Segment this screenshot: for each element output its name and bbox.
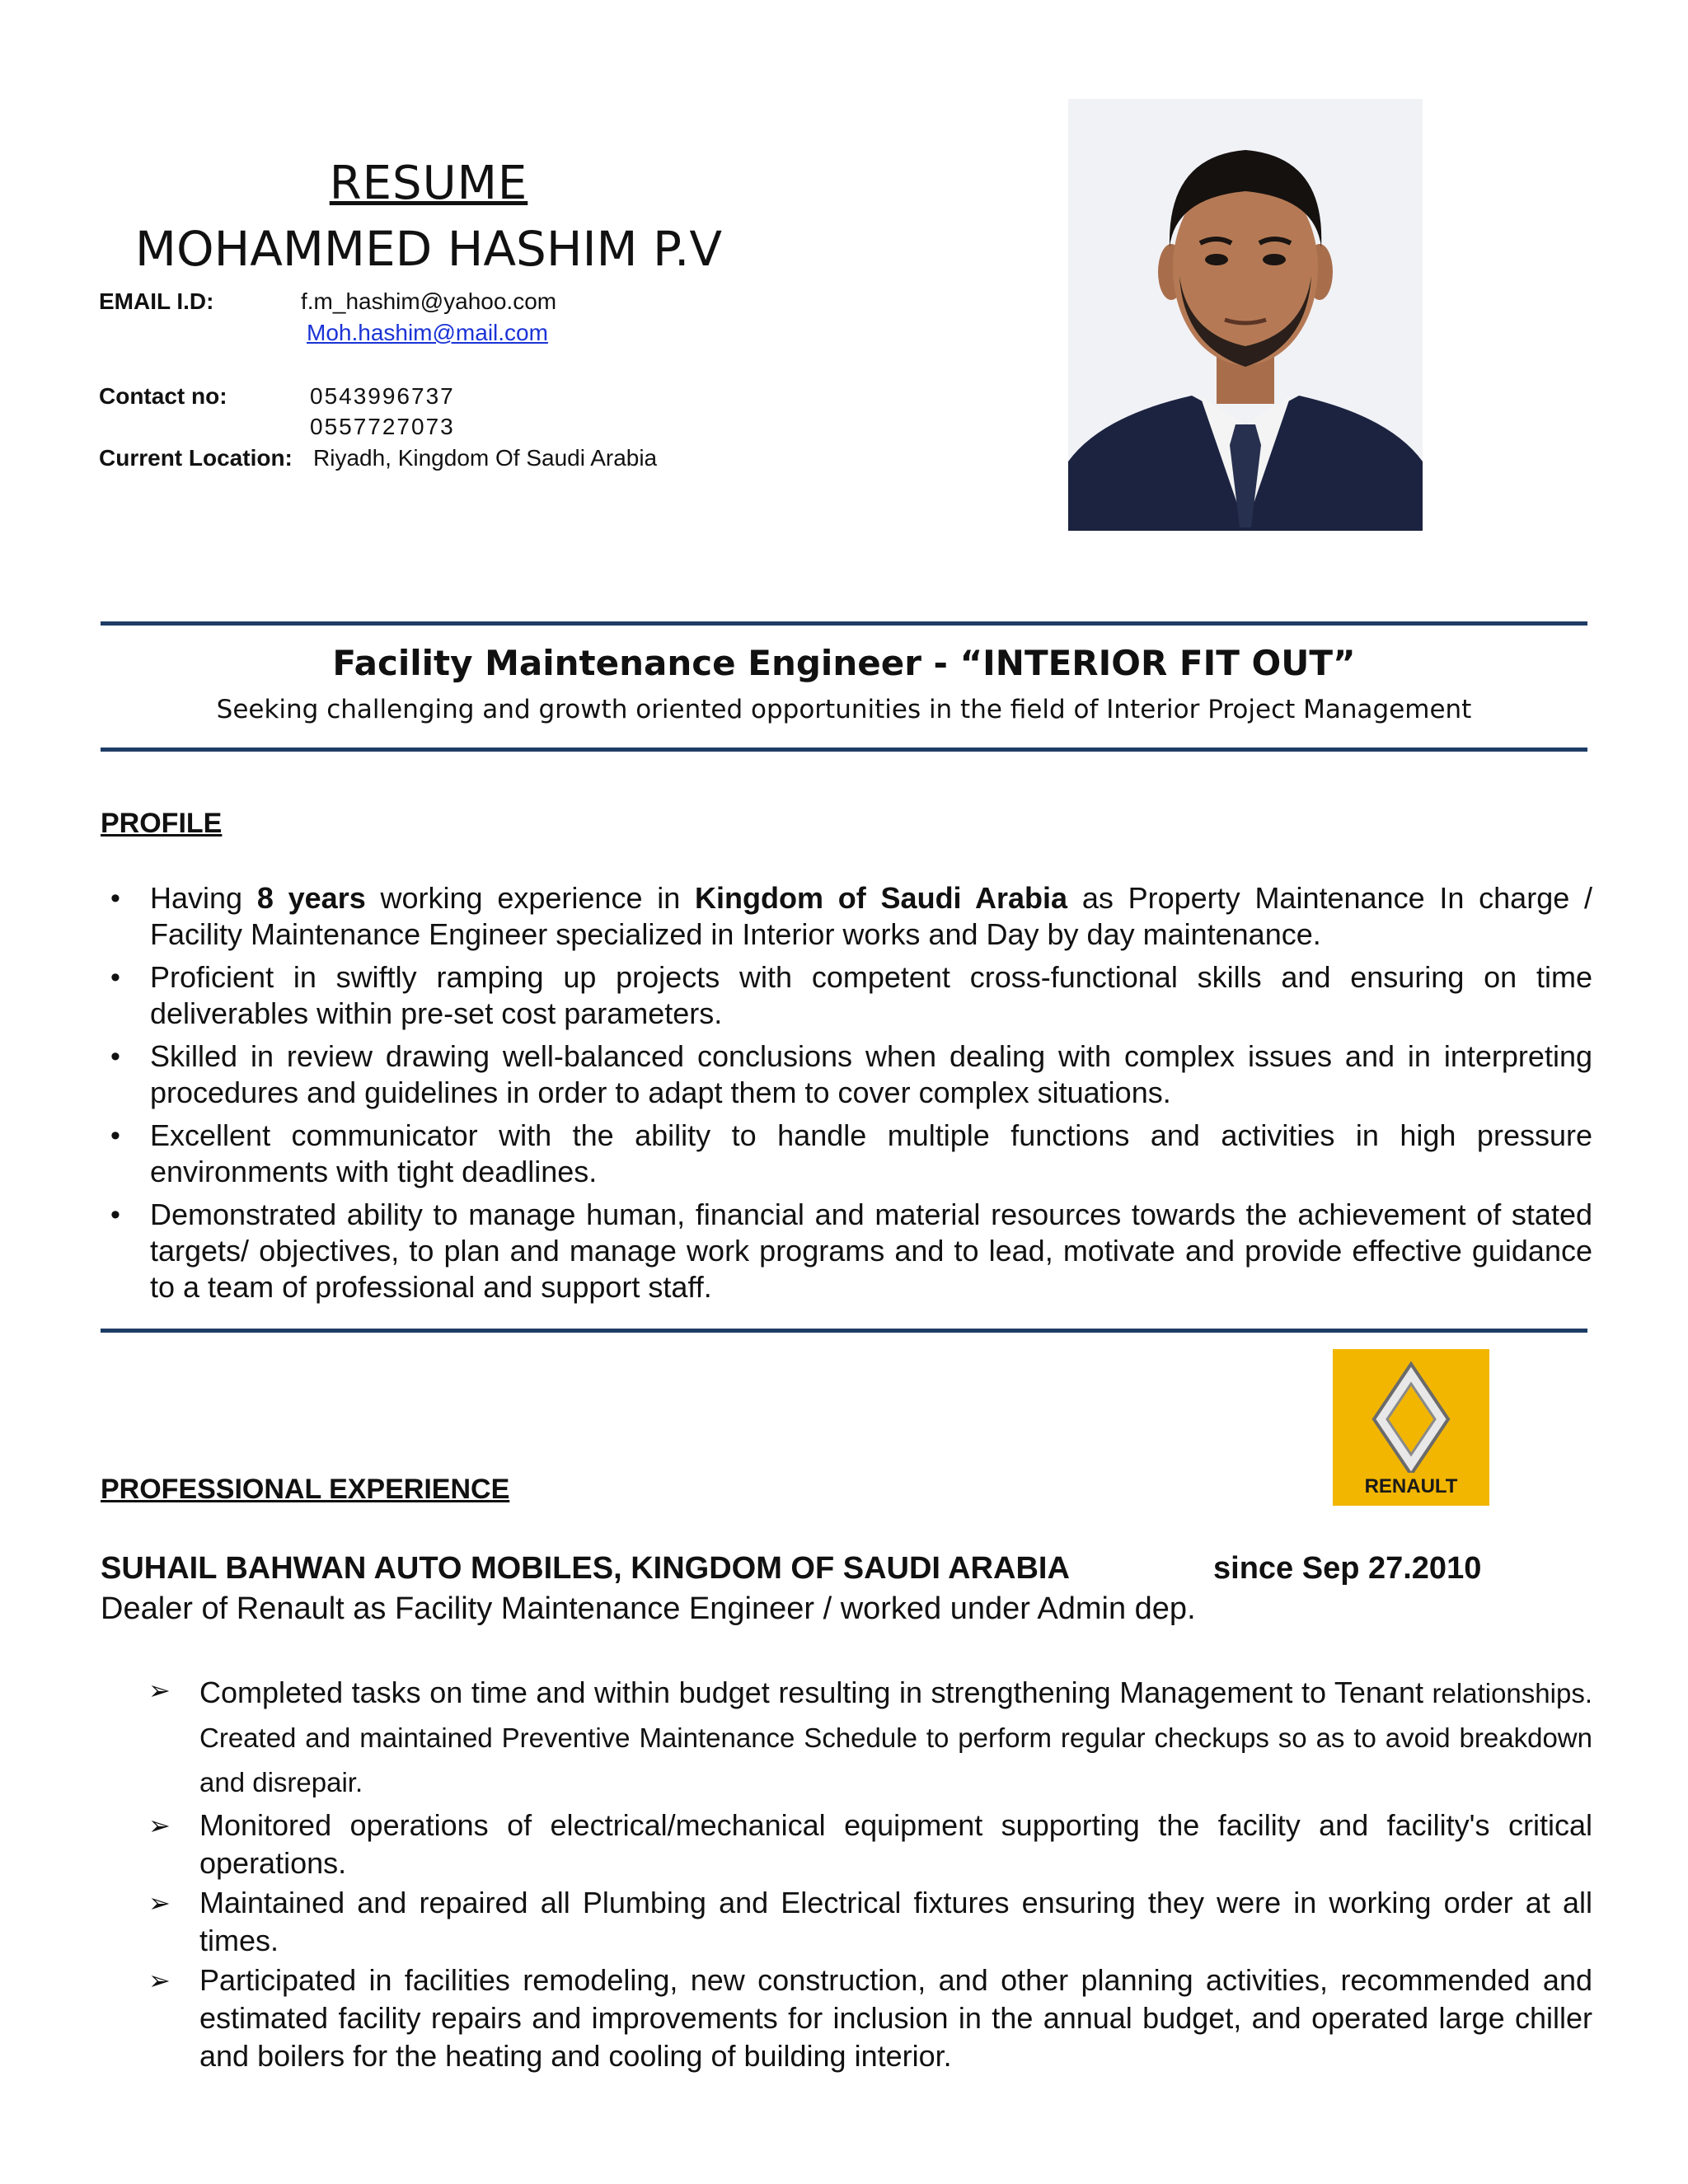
profile-photo	[1068, 99, 1423, 531]
company-name: SUHAIL BAHWAN AUTO MOBILES, KINGDOM OF SAUDI ARABIA	[101, 1551, 1070, 1586]
renault-logo	[1333, 1349, 1489, 1506]
location-value: Riyadh, Kingdom Of Saudi Arabia	[313, 445, 658, 471]
section-divider	[101, 748, 1587, 752]
country-highlight: Kingdom of Saudi Arabia	[695, 881, 1068, 915]
profile-heading: PROFILE	[101, 808, 223, 839]
email-secondary-link[interactable]: Moh.hashim@mail.com	[307, 320, 548, 345]
list-item: ➢ Maintained and repaired all Plumbing and Electrical fixtures ensuring they were in working order at all times.	[148, 1884, 1592, 1960]
list-item: ➢ Monitored operations of electrical/mechanical equipment supporting the facility and facility's critical operations.	[148, 1807, 1592, 1882]
list-item: ➢ Completed tasks on time and within budget resulting in strengthening Management to Tenant relationships. Created and maintained Preventive Maintenance Schedule to perform regular checkups so as to avoid breakdown and disrepair.	[148, 1671, 1592, 1805]
contact-label: Contact no:	[99, 383, 227, 409]
phone-secondary: 0557727073	[310, 414, 455, 439]
email-label: EMAIL I.D:	[99, 288, 214, 314]
job-role: Dealer of Renault as Facility Maintenance Engineer / worked under Admin dep.	[101, 1591, 1196, 1626]
objective-headline: Facility Maintenance Engineer - “INTERIOR FIT OUT”	[332, 643, 1356, 683]
logo-text: RENAULT	[1364, 1475, 1458, 1497]
list-item: • Excellent communicator with the ability to handle multiple functions and activities in high pressure environments with tight deadlines.	[101, 1118, 1592, 1190]
profile-list	[101, 880, 1592, 1312]
employment-date: since Sep 27.2010	[1213, 1551, 1482, 1586]
list-item: • Proficient in swiftly ramping up projects with competent cross-functional skills and ensuring on time deliverables within pre-set cost parameters.	[101, 959, 1592, 1032]
list-item: ➢ Participated in facilities remodeling, new construction, and other planning activities, recommended and estimated facility repairs and improvements for inclusion in the annual budget, and operated large chiller and boilers for the heating and cooling of building interior.	[148, 1961, 1592, 2075]
years-highlight: 8 years	[256, 881, 366, 915]
section-divider	[101, 1329, 1587, 1333]
location-label: Current Location:	[99, 445, 293, 471]
section-divider	[101, 621, 1587, 626]
list-item: • Skilled in review drawing well-balanced conclusions when dealing with complex issues and in interpreting procedures and guidelines in order to adapt them to cover complex situations.	[101, 1038, 1592, 1111]
phone-primary: 0543996737	[310, 383, 455, 409]
resume-title: RESUME	[329, 157, 528, 210]
experience-heading: PROFESSIONAL EXPERIENCE	[101, 1474, 510, 1505]
list-item: • Demonstrated ability to manage human, financial and material resources towards the achievement of stated targets/ objectives, to plan and manage work programs and to lead, motivate and provide effective guidance to a team of professional and support staff.	[101, 1197, 1592, 1305]
experience-list	[148, 1671, 1592, 2077]
email-primary: f.m_hashim@yahoo.com	[301, 288, 557, 314]
list-item: • Having 8 years working experience in Kingdom of Saudi Arabia as Property Maintenance In charge / Facility Maintenance Engineer specialized in Interior works and Day by day maintenance.	[101, 880, 1592, 953]
candidate-name: MOHAMMED HASHIM P.V	[134, 221, 723, 277]
objective-tagline: Seeking challenging and growth oriented opportunities in the field of Interior Project Management	[216, 695, 1472, 724]
